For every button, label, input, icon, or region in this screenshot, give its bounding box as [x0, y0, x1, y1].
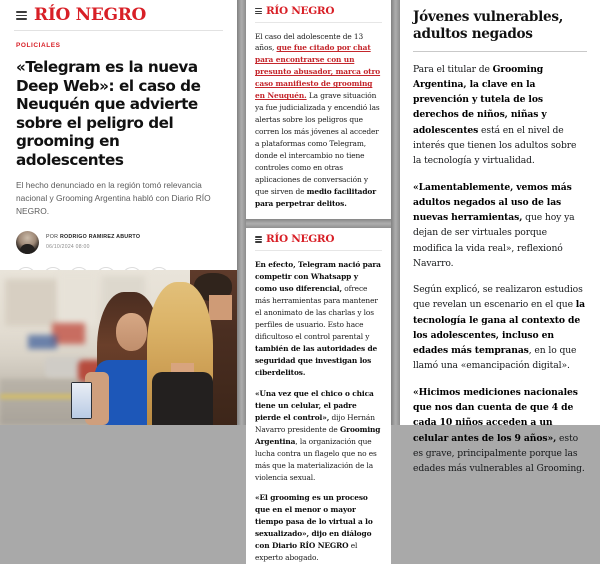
paragraph-quote-control [255, 388, 382, 484]
article-panel [0, 0, 237, 425]
column-gutter-1 [237, 0, 246, 425]
p2-quote: «Una vez que el chico o chica tiene un celular, el padre pierde el control», [255, 388, 374, 422]
byline-prefix: POR [46, 234, 60, 241]
byline-author-name: RODRIGO RAMIREZ ABURTO [59, 234, 141, 241]
article-headline: «Telegram es la nueva Deep Web»: el caso de Neuquén que advierte sobre el peligro del grooming en adolescentes [16, 58, 201, 169]
right-panel [400, 0, 600, 475]
r-p1-b: Grooming Argentina, la clave en la prevención y tutela de los derechos de niños, niñas y adolescentes [413, 63, 547, 136]
site-header-mid-bottom [246, 228, 391, 250]
author-avatar [16, 231, 39, 254]
r-p3-c: , en lo que llamó una «emancipación digital». [413, 345, 577, 372]
p3-quote: «El grooming es un proceso que en el menor o mayor tiempo pasa de lo virtual a lo sexualizado», dijo en diálogo con Diario RÍO NEGRO [255, 493, 373, 551]
r-p3-a: Según explicó, se realizaron estudios que revelan un escenario en el que [413, 284, 583, 311]
p2-rest: dijo Hernán Navarro presidente de [255, 412, 375, 434]
lead-link[interactable]: que fue citado por chat para encontrarse con un presunto abusador, marca otro caso manifiesto de grooming en Neuquén. [255, 43, 381, 101]
hamburger-menu-icon[interactable] [255, 235, 262, 244]
middle-card-bottom [246, 228, 391, 564]
r-p2-b: que hoy ya dejan de ser virtuales porque modifica la vida real», reflexionó Navarro. [413, 212, 575, 269]
r-p3-b: la tecnología le gana al contexto de los adolescentes, incluso en edades más tempranas [413, 299, 586, 357]
p1-bold2: también de las autoridades de seguridad que investigan los ciberdelitos. [255, 343, 378, 377]
lead-bold-tail: medio facilitador para perpetrar delitos. [255, 187, 377, 209]
site-header-mid-top [246, 0, 391, 22]
site-logo[interactable]: RÍO NEGRO [266, 233, 335, 246]
lead-intro: El caso del adolescente de 13 años, [255, 31, 364, 53]
site-logo[interactable]: RÍO NEGRO [34, 5, 147, 25]
p1-rest: ofrece más herramientas para mantener el anonimato de las charlas y los perfiles de usuario. Esto hace dificultoso el control parental y [255, 283, 378, 341]
paragraph-quote-proceso [255, 492, 382, 564]
site-header [0, 0, 237, 30]
r-p4-b: esto es grave, principalmente porque las edades más vulnerables al Grooming. [413, 432, 585, 475]
title-divider [413, 51, 587, 52]
p3-rest: el experto abogado. [255, 541, 358, 563]
article-standfirst: El hecho denunciado en la región tomó relevancia nacional y Grooming Argentina habló con Diario RÍO NEGRO. [16, 180, 211, 217]
paragraph-quote-lamentablemente [413, 180, 587, 272]
article-photo [0, 270, 237, 425]
paragraph-estudios [413, 282, 587, 374]
byline-date: 06/10/2024 08:00 [46, 243, 90, 250]
column-gutter-2 [391, 0, 400, 425]
subsection-title: Jóvenes vulnerables, adultos negados [413, 9, 564, 42]
r-p1-c: está en el nivel de interés que tienen los adultos sobre la tecnología y virtualidad. [413, 124, 577, 167]
paragraph-titular [413, 62, 587, 169]
lead-rest: La grave situación ya fue judicializada y encendió las alertas sobre los peligros que corren los más jóvenes al acceder a plataformas como Telegram, donde el intercambio no tiene controles como en otras aplicaciones de conversación y que sirven de [255, 91, 380, 197]
p2-bold2: Grooming Argentina [255, 424, 381, 446]
right-article-body [400, 0, 600, 476]
middle-panel [246, 0, 391, 563]
lead-paragraph [255, 31, 382, 211]
middle-card-separator [246, 219, 391, 228]
hamburger-menu-icon[interactable] [255, 7, 262, 16]
paragraph-telegram [255, 259, 382, 379]
middle-article-body [246, 251, 391, 564]
r-p4-a: «Hicimos mediciones nacionales que nos dan cuenta de que 4 de cada 10 niños acceden a un celular antes de los 9 años», [413, 386, 578, 444]
p2-rest2: , la organización que lucha contra un flagelo que no es más que la materialización de la violencia sexual. [255, 436, 377, 482]
byline [16, 231, 221, 254]
byline-author[interactable] [46, 234, 140, 242]
site-logo[interactable]: RÍO NEGRO [266, 5, 335, 17]
r-p2-a: «Lamentablemente, vemos más adultos negados al uso de las nuevas herramientas, [413, 181, 572, 224]
section-kicker[interactable]: POLICIALES [16, 42, 61, 49]
article-body [0, 31, 237, 287]
p1-bold: En efecto, Telegram nació para competir con Whatsapp y como uso diferencial, [255, 259, 381, 293]
hamburger-menu-icon[interactable] [16, 9, 27, 23]
middle-lead-body [246, 23, 391, 211]
r-p1-a: Para el titular de [413, 63, 493, 75]
middle-card-top [246, 0, 391, 219]
paragraph-mediciones [413, 385, 587, 477]
